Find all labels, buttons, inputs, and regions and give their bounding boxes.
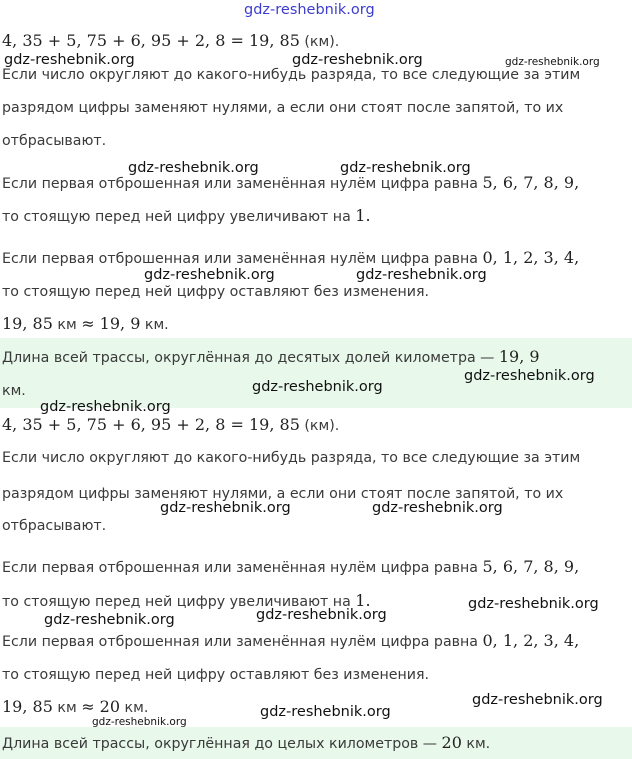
approx-line-2 [2, 697, 148, 718]
round-up-line-1b [2, 206, 371, 227]
approx-unit1-2: км [52, 700, 82, 716]
approx-left-2: 19, 85 [2, 697, 53, 716]
rule-line-1b: разрядом цифры заменяют нулями, а если они стоят после запятой, то их [2, 100, 564, 116]
watermark: gdz-reshebnik.org [128, 160, 259, 176]
watermark-header: gdz-reshebnik.org [244, 2, 375, 18]
watermark: gdz-reshebnik.org [256, 607, 387, 623]
rule-line-1c: отбрасывают. [2, 133, 107, 149]
answer-text-1: Длина всей трассы, округлённая до десятых долей километра — [2, 350, 499, 366]
round-up-line-1a [2, 173, 579, 194]
approx-line-1 [2, 314, 169, 335]
approx-unit1-1: км [52, 317, 82, 333]
answer-unit-2: км. [461, 736, 491, 752]
approx-sign-2: ≈ [81, 697, 95, 716]
round-up-digits-1: 5, 6, 7, 8, 9, [482, 173, 580, 192]
watermark: gdz-reshebnik.org [4, 52, 135, 68]
approx-right-2: 20 [94, 697, 121, 716]
sum-equation-1 [2, 31, 339, 52]
watermark: gdz-reshebnik.org [252, 379, 383, 395]
sum-unit-1: (км). [299, 34, 340, 50]
keep-line-2b: то стоящую перед ней цифру оставляют без изменения. [2, 667, 430, 683]
round-up-text-1: Если первая отброшенная или заменённая нулём цифра равна [2, 176, 483, 192]
keep-text-2: Если первая отброшенная или заменённая нулём цифра равна [2, 634, 483, 650]
answer-value-1: 19, 9 [498, 347, 540, 366]
approx-unit2-1: км. [140, 317, 169, 333]
approx-left-1: 19, 85 [2, 314, 53, 333]
watermark: gdz-reshebnik.org [92, 716, 187, 728]
rule-line-1a: Если число округляют до какого-нибудь разряда, то все следующие за этим [2, 67, 581, 83]
sum-math-1: 4, 35 + 5, 75 + 6, 95 + 2, 8 = 19, 85 [2, 31, 300, 50]
round-up-text-2b: то стоящую перед ней цифру увеличивают на [2, 594, 356, 610]
keep-line-1b: то стоящую перед ней цифру оставляют без изменения. [2, 284, 430, 300]
watermark: gdz-reshebnik.org [44, 612, 175, 628]
watermark: gdz-reshebnik.org [505, 56, 600, 68]
watermark: gdz-reshebnik.org [40, 399, 171, 415]
sum-equation-2 [2, 415, 339, 436]
watermark: gdz-reshebnik.org [292, 52, 423, 68]
round-up-text-1b: то стоящую перед ней цифру увеличивают на [2, 209, 356, 225]
rule-line-2c: отбрасывают. [2, 518, 107, 534]
answer-text-2: Длина всей трассы, округлённая до целых километров — [2, 736, 442, 752]
watermark: gdz-reshebnik.org [464, 368, 595, 384]
keep-line-2a [2, 631, 579, 652]
answer-unit-1: км. [2, 383, 26, 399]
keep-digits-1: 0, 1, 2, 3, 4, [482, 248, 580, 267]
answer-callout-2 [0, 727, 632, 759]
keep-text-1: Если первая отброшенная или заменённая нулём цифра равна [2, 251, 483, 267]
watermark: gdz-reshebnik.org [144, 267, 275, 283]
round-up-text-2: Если первая отброшенная или заменённая нулём цифра равна [2, 560, 483, 576]
watermark: gdz-reshebnik.org [160, 500, 291, 516]
approx-sign-1: ≈ [81, 314, 95, 333]
approx-unit2-2: км. [120, 700, 149, 716]
watermark: gdz-reshebnik.org [472, 692, 603, 708]
watermark: gdz-reshebnik.org [468, 596, 599, 612]
keep-digits-2: 0, 1, 2, 3, 4, [482, 631, 580, 650]
round-up-one-2: 1. [355, 591, 371, 610]
rule-line-2b: разрядом цифры заменяют нулями, а если они стоят после запятой, то их [2, 486, 564, 502]
keep-line-1a [2, 248, 579, 269]
sum-math-2: 4, 35 + 5, 75 + 6, 95 + 2, 8 = 19, 85 [2, 415, 300, 434]
watermark: gdz-reshebnik.org [372, 500, 503, 516]
round-up-line-2a [2, 557, 579, 578]
answer-line-1 [2, 347, 540, 368]
watermark: gdz-reshebnik.org [260, 704, 391, 720]
answer-line-2 [2, 733, 490, 754]
answer-value-2: 20 [441, 733, 462, 752]
round-up-digits-2: 5, 6, 7, 8, 9, [482, 557, 580, 576]
round-up-one-1: 1. [355, 206, 371, 225]
approx-right-1: 19, 9 [94, 314, 141, 333]
rule-line-2a: Если число округляют до какого-нибудь разряда, то все следующие за этим [2, 450, 581, 466]
watermark: gdz-reshebnik.org [340, 160, 471, 176]
sum-unit-2: (км). [299, 418, 340, 434]
watermark: gdz-reshebnik.org [356, 267, 487, 283]
